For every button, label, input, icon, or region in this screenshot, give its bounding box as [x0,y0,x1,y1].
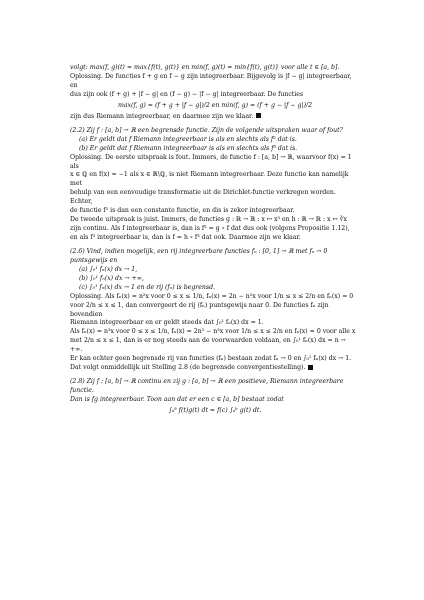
text-line: dus zijn ook (f + g) + |f − g| en (f − g) − |f − g| integreerbaar. De functies [70,90,304,98]
text-line: Oplossing. Als fₙ(x) = n²x voor 0 ≤ x ≤ 1/n, fₙ(x) = 2n − n²x voor 1/n ≤ x ≤ 2/n en fₙ(x) = 0 [70,292,354,300]
exercise-option: (a) ∫₀¹ fₙ(x) dx → 1, [79,266,138,274]
exercise-option: (b) Er geldt dat f Riemann integreerbaar is als en slechts als f³ dat is. [79,144,298,152]
exercise-statement: Dan is fg integreerbaar. Toon aan dat er een c ∈ [a, b] bestaat zodat [70,396,284,404]
text-span: zijn dus Riemann integreerbaar, en daarmee zijn we klaar. [70,112,254,120]
qed-square-icon [308,365,313,370]
text-line: Er kan echter geen begrensde rij van functies (fₙ) bestaan zodat fₙ → 0 en ∫₀¹ fₙ(x) dx → 1. [70,355,352,363]
text-line [70,113,360,122]
text-line [70,364,360,373]
text-line: Als fₙ(x) = n³x voor 0 ≤ x ≤ 1/n, fₙ(x) = 2n² − n³x voor 1/n ≤ x ≤ 2/n en fₙ(x) = 0 voor alle x [70,328,356,336]
exercise-2-6 [70,248,360,373]
text-line: met 2/n ≤ x ≤ 1, dan is er nog steeds aan de voorwaarden voldaan, en ∫₀¹ fₙ(x) dx = n → +∞. [70,337,346,354]
text-span: Dat volgt onmiddellijk uit Stelling 2.8 (de begrensde convergentiestelling). [70,364,306,371]
text-line: zijn continu. Als f integreerbaar is, dan is f³ = g ∘ f dat dus ook (volgens Propositie 1.12), [70,224,350,232]
exercise-statement: (2.6) Vind, indien mogelijk, een rij integreerbare functies fₙ : [0, 1] → ℝ met fₙ → 0 puntsgewijs en [70,248,328,265]
exercise-statement: (2.8) Zij f : [a, b] → ℝ continu en zij g : [a, b] → ℝ een positieve, Riemann integreerbare functie. [70,378,344,395]
exercise-statement: (2.2) Zij f : [a, b] → ℝ een begrensde functie. Zijn de volgende uitspraken waar of fout? [70,126,343,134]
text-line: en als f³ integreerbaar is, dan is f = h ∘ f³ dat ook. Daarmee zijn we klaar. [70,233,301,241]
qed-square-icon [256,113,261,118]
display-equation: ∫ₐᵇ f(t)g(t) dt = f(c) ∫ₐᵇ g(t) dt. [168,407,262,415]
exercise-2-8 [70,378,360,416]
text-line: voor 2/n ≤ x ≤ 1, dan convergeert de rij (fₙ) puntsgewijs naar 0. De functies fₙ zijn bovendien [70,301,329,318]
text-line: Oplossing. De functies f + g en f − g zijn integreerbaar. Bijgevolg is |f − g| integreerbaar, en [70,72,352,89]
text-line: Oplossing. De eerste uitspraak is fout. Immers, de functie f : [a, b] → ℝ, waarvoor f(x) = 1 als [70,153,352,170]
display-equation: max(f, g) = (f + g + |f − g|)/2 en min(f, g) = (f + g − |f − g|)/2 [117,101,313,109]
text-line: x ∈ ℚ en f(x) = −1 als x ∈ ℝ\ℚ, is niet Riemann integreerbaar. Deze functie kan namelijk met [70,171,349,188]
exercise-option: (b) ∫₀¹ fₙ(x) dx → +∞, [79,274,144,282]
page-content [70,64,360,418]
text-line: Riemann integreerbaar en er geldt steeds dat ∫₀¹ fₙ(x) dx = 1. [70,319,264,327]
text-line: De tweede uitspraak is juist. Immers, de functies g : ℝ → ℝ : x ↦ x³ en h : ℝ → ℝ : x ↦ ∛x [70,216,348,223]
text-line: behulp van een eenvoudige transformatie uit de Dirichlet-functie verkregen worden. Echter, [70,189,336,206]
text-line: de functie f² is dan een constante functie, en dis is zeker integreerbaar. [70,207,295,215]
exercise-option: (c) ∫₀¹ fₙ(x) dx → 1 en de rij (fₙ) is begrensd. [79,283,215,291]
text-line: volgt: max(f, g)(t) = max{f(t), g(t)} en min(f, g)(t) = min{f(t), g(t)} voor alle t ∈ [a, b]. [70,64,340,71]
exercise-2-2 [70,127,360,243]
exercise-option: (a) Er geldt dat f Riemann integreerbaar is als en slechts als f² dat is. [79,135,297,143]
